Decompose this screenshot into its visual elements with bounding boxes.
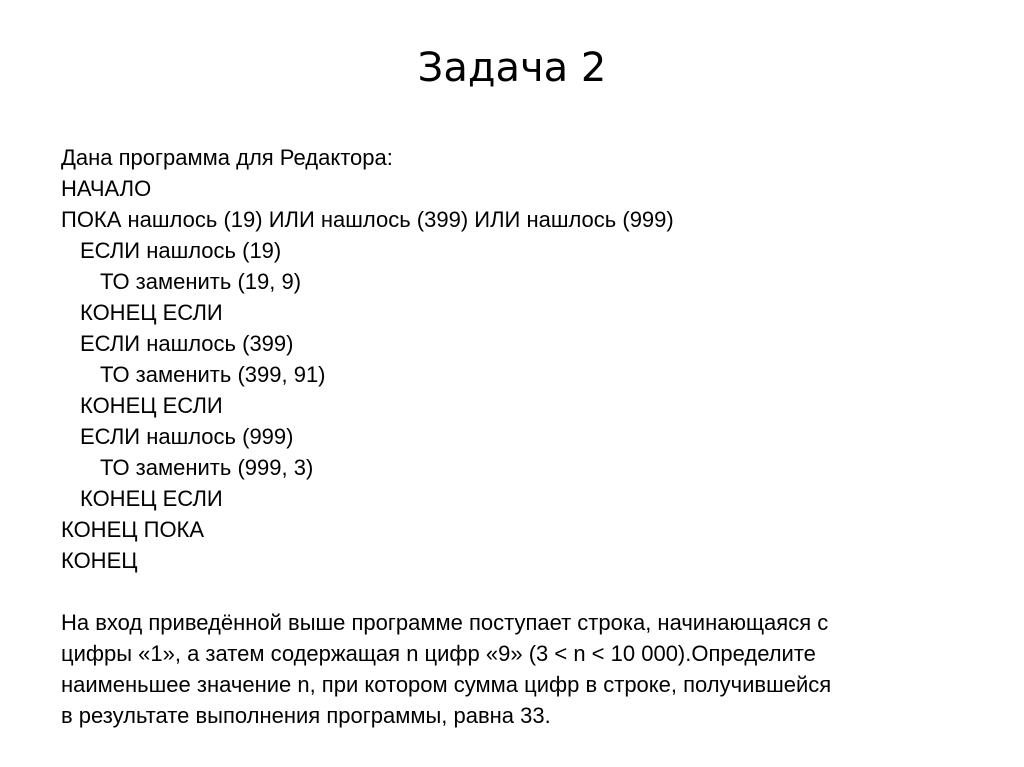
program-line: КОНЕЦ ЕСЛИ (80, 300, 223, 325)
question-text (61, 607, 981, 731)
program-line: ТО заменить (399, 91) (100, 362, 326, 387)
program-line: КОНЕЦ ПОКА (61, 517, 205, 542)
program-line: ЕСЛИ нашлось (19) (80, 238, 282, 263)
slide-body (61, 142, 981, 731)
program-line: ТО заменить (999, 3) (100, 455, 314, 480)
program-line: ПОКА нашлось (19) ИЛИ нашлось (399) ИЛИ нашлось (999) (61, 207, 674, 232)
program-line: КОНЕЦ ЕСЛИ (80, 393, 223, 418)
slide-title: Задача 2 (417, 45, 607, 91)
program-line: ТО заменить (19, 9) (100, 269, 302, 294)
paragraph-spacer (61, 576, 981, 607)
program-line: НАЧАЛО (61, 176, 152, 201)
question-line: цифры «1», а затем содержащая n цифр «9» (3 < n < 10 000).Определите (61, 641, 816, 666)
program-line: ЕСЛИ нашлось (399) (80, 331, 294, 356)
program-line: КОНЕЦ (61, 548, 138, 573)
intro-text: Дана программа для Редактора: (61, 145, 393, 170)
program-code (61, 173, 981, 576)
question-line: На вход приведённой выше программе поступает строка, начинающаяся с (61, 610, 829, 635)
program-line: КОНЕЦ ЕСЛИ (80, 486, 223, 511)
program-line: ЕСЛИ нашлось (999) (80, 424, 294, 449)
question-line: в результате выполнения программы, равна 33. (61, 703, 551, 728)
question-line: наименьшее значение n, при котором сумма цифр в строке, получившейся (61, 672, 832, 697)
